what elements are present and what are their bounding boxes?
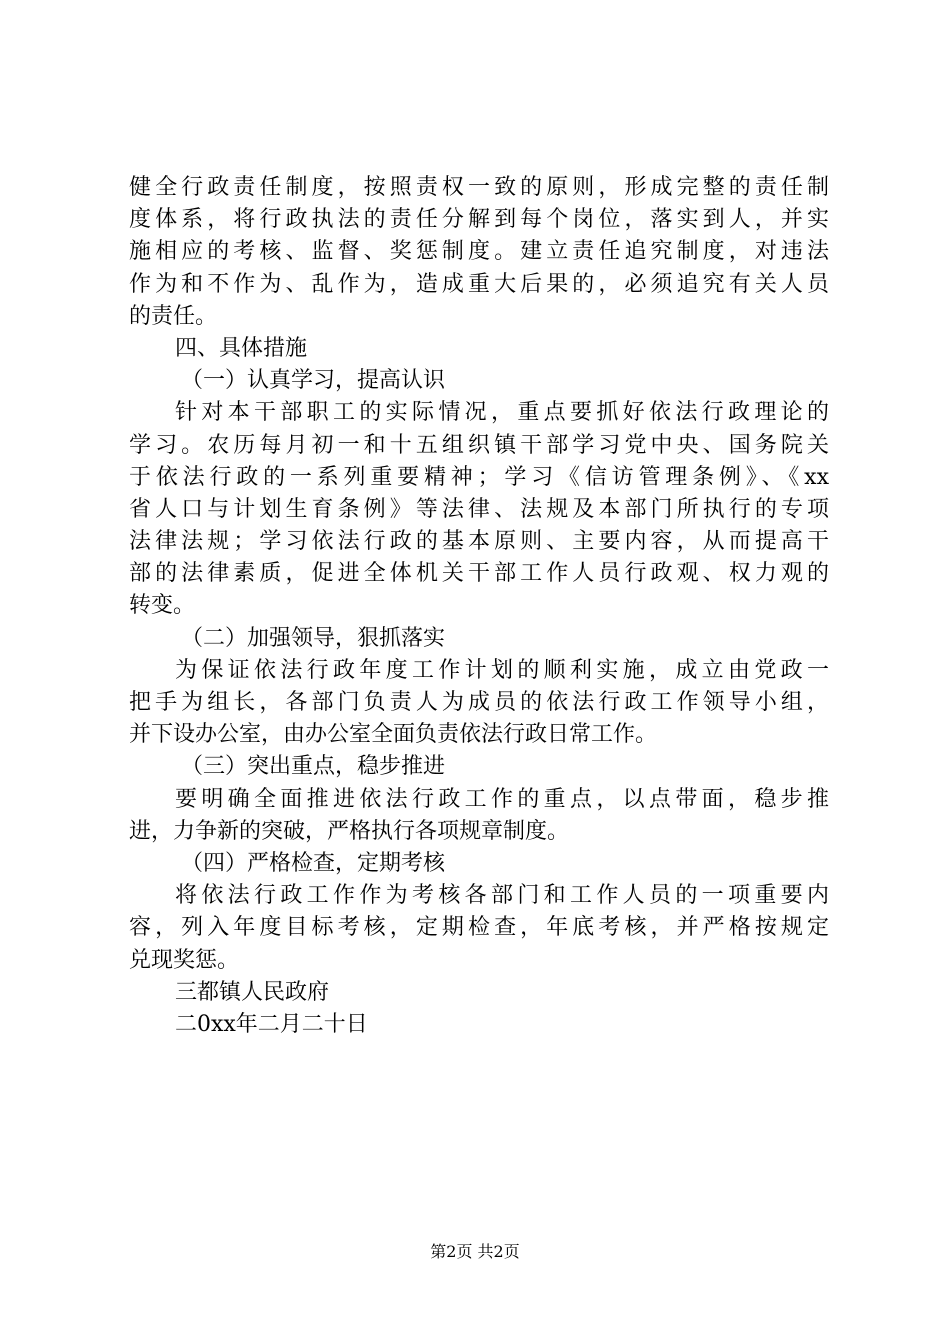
body-line: 的责任。 [129, 303, 218, 329]
subsection-heading: （三）突出重点，稳步推进 [181, 754, 446, 780]
subsection-heading: （四）严格检查，定期考核 [181, 850, 446, 876]
body-line: 于依法行政的一系列重要精神；学习《信访管理条例》、《xx [129, 464, 829, 490]
body-line: 容，列入年度目标考核，定期检查，年底考核，并严格按规定 [129, 915, 829, 941]
signature-date: 二0xx年二月二十日 [175, 1011, 368, 1037]
document-body [129, 172, 829, 1041]
body-line: 进，力争新的突破，严格执行各项规章制度。 [129, 818, 570, 844]
body-line: 把手为组长，各部门负责人为成员的依法行政工作领导小组， [129, 690, 829, 715]
section-heading: 四、具体措施 [175, 335, 308, 361]
body-line: 要明确全面推进依法行政工作的重点，以点带面，稳步推 [175, 786, 829, 812]
body-line: 部的法律素质，促进全体机关干部工作人员行政观、权力观的 [129, 561, 829, 587]
body-line: 针对本干部职工的实际情况，重点要抓好依法行政理论的 [175, 400, 829, 426]
body-line: 并下设办公室，由办公室全面负责依法行政日常工作。 [129, 722, 658, 748]
body-line: 将依法行政工作作为考核各部门和工作人员的一项重要内 [175, 883, 829, 909]
subsection-heading: （二）加强领导，狠抓落实 [181, 625, 446, 651]
body-line: 省人口与计划生育条例》等法律、法规及本部门所执行的专项 [129, 496, 829, 522]
body-line: 健全行政责任制度，按照责权一致的原则，形成完整的责任制 [129, 175, 829, 200]
body-line: 兑现奖惩。 [129, 947, 240, 973]
body-line: 法律法规；学习依法行政的基本原则、主要内容，从而提高干 [129, 529, 829, 555]
body-line: 作为和不作为、乱作为，造成重大后果的，必须追究有关人员 [129, 271, 829, 297]
signature-organization: 三都镇人民政府 [175, 979, 330, 1005]
subsection-heading: （一）认真学习，提高认识 [181, 368, 446, 394]
body-line: 施相应的考核、监督、奖惩制度。建立责任追究制度，对违法 [129, 239, 829, 265]
body-line: 为保证依法行政年度工作计划的顺利实施，成立由党政一 [175, 657, 829, 683]
body-line: 度体系，将行政执法的责任分解到每个岗位，落实到人，并实 [129, 207, 829, 233]
body-line: 转变。 [129, 593, 196, 619]
page-number-footer: 第2页 共2页 [430, 1242, 520, 1261]
body-line: 学习。农历每月初一和十五组织镇干部学习党中央、国务院关 [129, 432, 829, 458]
